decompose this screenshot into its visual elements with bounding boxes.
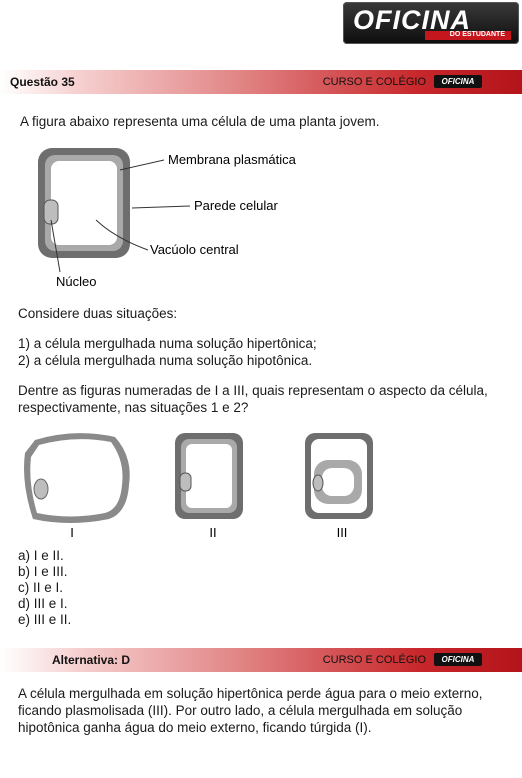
option-c: c) II e I. — [18, 580, 64, 595]
figure-II-vacuole — [186, 444, 232, 508]
question-header-band — [0, 70, 522, 94]
oficina-logo — [343, 2, 519, 44]
plant-cell-diagram — [30, 140, 330, 295]
situation-1: 1) a célula mergulhada numa solução hipertônica; — [18, 336, 317, 351]
prompt-line-2: respectivamente, nas situações 1 e 2? — [18, 400, 249, 415]
central-vacuole — [51, 161, 117, 245]
figure-III-vacuole — [322, 468, 354, 496]
option-a: a) I e II. — [18, 548, 64, 563]
figure-III — [305, 433, 373, 540]
figure-I-vacuole — [30, 439, 122, 516]
vacuole-label: Vacúolo central — [150, 242, 239, 257]
option-d: d) III e I. — [18, 596, 68, 611]
option-b: b) I e III. — [18, 564, 68, 579]
cell-figures — [15, 425, 385, 540]
prompt-line-1: Dentre as figuras numeradas de I a III, quais representam o aspecto da célula, — [18, 383, 488, 398]
figure-II-label: II — [209, 525, 217, 540]
course-label: CURSO E COLÉGIO — [322, 76, 426, 88]
logo-subtitle: DO ESTUDANTE — [449, 31, 505, 38]
wall-label: Parede celular — [194, 198, 278, 213]
answer-oficina-badge: OFICINA — [434, 653, 482, 666]
figure-III-label: III — [336, 525, 348, 540]
figure-I — [24, 433, 130, 540]
figure-II — [175, 433, 243, 540]
logo-title: OFICINA — [353, 5, 471, 35]
answer-line-3: hipotônica ganha água do meio externo, ficando túrgida (I). — [18, 720, 372, 735]
option-e: e) III e II. — [18, 612, 72, 627]
answer-label: Alternativa: D — [52, 653, 131, 667]
answer-line-1: A célula mergulhada em solução hipertônica perde água para o meio externo, — [18, 686, 483, 701]
answer-header-band — [0, 648, 522, 672]
nucleus-label: Núcleo — [56, 274, 97, 289]
figure-II-nucleus — [180, 473, 191, 491]
membrane-label: Membrana plasmática — [168, 152, 296, 167]
consider-text: Considere duas situações: — [18, 306, 178, 321]
figure-I-label: I — [70, 525, 74, 540]
answer-course-label: CURSO E COLÉGIO — [322, 654, 426, 666]
figure-I-nucleus — [34, 479, 48, 499]
situation-2: 2) a célula mergulhada numa solução hipotônica. — [18, 353, 313, 368]
wall-pointer — [132, 206, 190, 208]
answer-line-2: ficando plasmolisada (III). Por outro lado, a célula mergulhada em solução — [18, 703, 463, 718]
oficina-badge: OFICINA — [434, 75, 482, 88]
question-number: Questão 35 — [10, 75, 75, 89]
question-intro: A figura abaixo representa uma célula de uma planta jovem. — [20, 114, 380, 129]
figure-III-nucleus — [313, 475, 323, 491]
